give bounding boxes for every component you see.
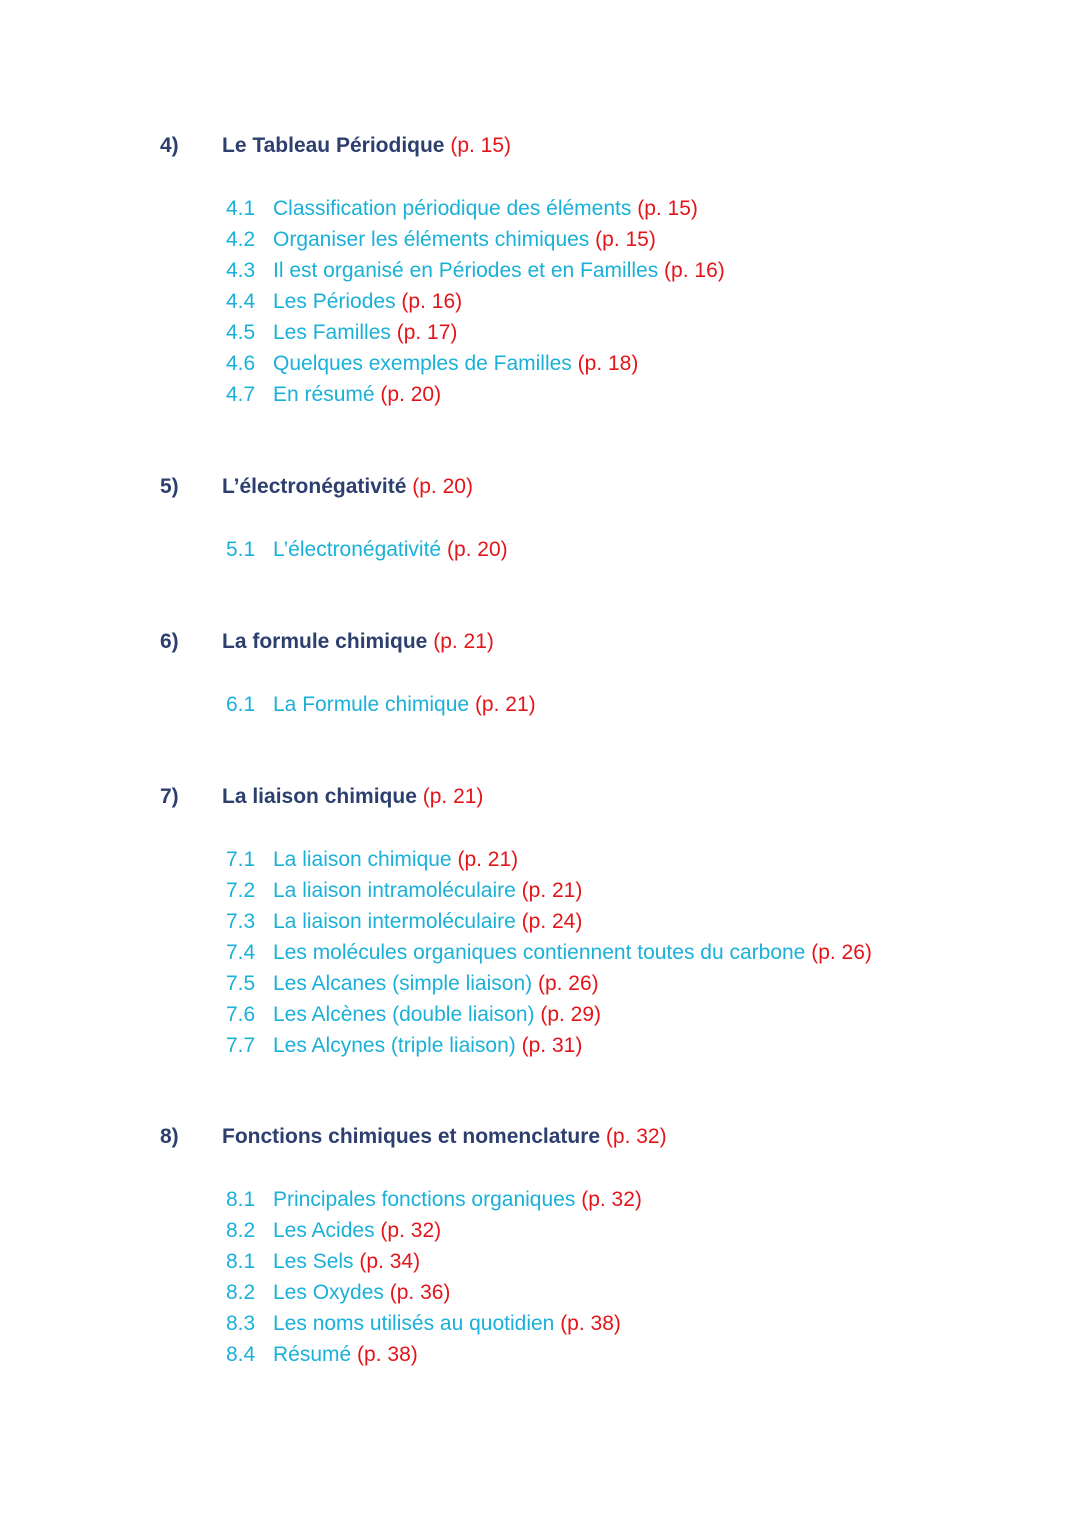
subsection-title: Les Périodes: [273, 290, 396, 313]
subsection-page-ref: (p. 32): [380, 1219, 442, 1242]
section-title-line: [222, 131, 511, 161]
subsection-page-ref: (p. 36): [389, 1281, 451, 1304]
subsection-line: [273, 379, 441, 410]
subsection-item: [0, 1246, 1080, 1277]
subsection-page-ref: (p. 26): [537, 972, 599, 995]
subsection-number: 6.1: [226, 693, 256, 716]
subsection-title: Les molécules organiques contiennent toutes du carbone: [273, 941, 806, 964]
section-number: 8): [160, 1125, 179, 1148]
subsection-list: [0, 1184, 1080, 1370]
subsection-number: 8.4: [226, 1343, 256, 1366]
subsection-item: [0, 999, 1080, 1030]
subsection-page-ref: (p. 21): [474, 693, 536, 716]
subsection-item: [0, 968, 1080, 999]
subsection-title: L’électronégativité: [273, 538, 442, 561]
section-title: La formule chimique: [222, 630, 428, 653]
section-title-line: [222, 472, 473, 502]
subsection-line: [273, 1277, 450, 1308]
subsection-title: Les noms utilisés au quotidien: [273, 1312, 555, 1335]
subsection-item: [0, 906, 1080, 937]
subsection-title: Les Sels: [273, 1250, 354, 1273]
subsection-line: [273, 534, 508, 565]
subsection-line: [273, 317, 457, 348]
subsection-item: [0, 193, 1080, 224]
subsection-line: [273, 844, 518, 875]
section-heading: [0, 472, 1080, 502]
section-number: 7): [160, 785, 179, 808]
subsection-page-ref: (p. 29): [540, 1003, 602, 1026]
subsection-number: 4.6: [226, 352, 256, 375]
subsection-item: [0, 1308, 1080, 1339]
subsection-title: La liaison intermoléculaire: [273, 910, 516, 933]
subsection-title: Les Familles: [273, 321, 391, 344]
section-title-line: [222, 782, 483, 812]
subsection-number: 8.2: [226, 1219, 256, 1242]
subsection-line: [273, 875, 582, 906]
subsection-number: 4.2: [226, 228, 256, 251]
subsection-item: [0, 317, 1080, 348]
subsection-item: [0, 689, 1080, 720]
section-title: La liaison chimique: [222, 785, 417, 808]
subsection-item: [0, 844, 1080, 875]
subsection-title: La liaison intramoléculaire: [273, 879, 516, 902]
section-number: 5): [160, 475, 179, 498]
subsection-page-ref: (p. 18): [577, 352, 639, 375]
subsection-title: Quelques exemples de Familles: [273, 352, 572, 375]
section-page-ref: (p. 32): [605, 1125, 667, 1148]
section-heading: [0, 627, 1080, 657]
subsection-page-ref: (p. 15): [637, 197, 698, 220]
subsection-number: 7.2: [226, 879, 256, 902]
subsection-line: [273, 968, 599, 999]
subsection-page-ref: (p. 20): [380, 383, 442, 406]
subsection-title: Les Acides: [273, 1219, 375, 1242]
section-title-line: [222, 1122, 667, 1152]
subsection-item: [0, 937, 1080, 968]
section-title: L’électronégativité: [222, 475, 407, 498]
subsection-page-ref: (p. 34): [359, 1250, 421, 1273]
subsection-number: 8.1: [226, 1188, 256, 1211]
subsection-page-ref: (p. 15): [595, 228, 656, 251]
subsection-item: [0, 1184, 1080, 1215]
toc-section: [0, 131, 1080, 410]
subsection-page-ref: (p. 32): [581, 1188, 642, 1211]
subsection-list: [0, 689, 1080, 720]
subsection-title: Organiser les éléments chimiques: [273, 228, 590, 251]
subsection-page-ref: (p. 38): [357, 1343, 418, 1366]
subsection-line: [273, 1339, 418, 1370]
subsection-number: 4.1: [226, 197, 256, 220]
subsection-item: [0, 1277, 1080, 1308]
subsection-line: [273, 689, 536, 720]
subsection-number: 4.3: [226, 259, 256, 282]
section-number: 6): [160, 630, 179, 653]
subsection-page-ref: (p. 31): [521, 1034, 583, 1057]
subsection-list: [0, 844, 1080, 1061]
subsection-item: [0, 534, 1080, 565]
subsection-line: [273, 286, 462, 317]
subsection-line: [273, 906, 582, 937]
subsection-page-ref: (p. 17): [396, 321, 458, 344]
subsection-number: 7.5: [226, 972, 256, 995]
subsection-line: [273, 224, 656, 255]
section-title: Le Tableau Périodique: [222, 134, 445, 157]
subsection-page-ref: (p. 38): [560, 1312, 621, 1335]
subsection-number: 8.3: [226, 1312, 256, 1335]
subsection-page-ref: (p. 21): [521, 879, 583, 902]
subsection-title: En résumé: [273, 383, 375, 406]
subsection-title: Classification périodique des éléments: [273, 197, 632, 220]
subsection-number: 8.1: [226, 1250, 256, 1273]
section-title-line: [222, 627, 494, 657]
section-heading: [0, 1122, 1080, 1152]
subsection-title: Principales fonctions organiques: [273, 1188, 576, 1211]
subsection-item: [0, 348, 1080, 379]
subsection-list: [0, 193, 1080, 410]
subsection-page-ref: (p. 24): [521, 910, 583, 933]
subsection-page-ref: (p. 16): [401, 290, 463, 313]
section-heading: [0, 782, 1080, 812]
section-page-ref: (p. 21): [422, 785, 484, 808]
subsection-item: [0, 255, 1080, 286]
section-heading: [0, 131, 1080, 161]
subsection-number: 4.7: [226, 383, 256, 406]
subsection-number: 4.4: [226, 290, 256, 313]
subsection-number: 7.1: [226, 848, 256, 871]
section-title: Fonctions chimiques et nomenclature: [222, 1125, 601, 1148]
subsection-line: [273, 255, 725, 286]
subsection-number: 5.1: [226, 538, 256, 561]
subsection-line: [273, 1030, 582, 1061]
section-page-ref: (p. 15): [450, 134, 512, 157]
subsection-line: [273, 348, 638, 379]
subsection-line: [273, 1184, 642, 1215]
subsection-line: [273, 999, 601, 1030]
subsection-item: [0, 224, 1080, 255]
subsection-title: Il est organisé en Périodes et en Familles: [273, 259, 659, 282]
subsection-title: Les Alcanes (simple liaison): [273, 972, 533, 995]
subsection-line: [273, 937, 872, 968]
subsection-number: 7.7: [226, 1034, 256, 1057]
subsection-number: 7.4: [226, 941, 256, 964]
subsection-number: 7.3: [226, 910, 256, 933]
section-number: 4): [160, 134, 179, 157]
subsection-title: Les Alcènes (double liaison): [273, 1003, 535, 1026]
toc-section: [0, 782, 1080, 1061]
subsection-item: [0, 1215, 1080, 1246]
subsection-item: [0, 286, 1080, 317]
subsection-title: La Formule chimique: [273, 693, 470, 716]
subsection-item: [0, 875, 1080, 906]
subsection-line: [273, 193, 698, 224]
subsection-page-ref: (p. 20): [446, 538, 508, 561]
subsection-title: Les Oxydes: [273, 1281, 384, 1304]
subsection-item: [0, 379, 1080, 410]
toc-section: [0, 1122, 1080, 1370]
toc-section: [0, 472, 1080, 565]
subsection-line: [273, 1308, 621, 1339]
subsection-number: 8.2: [226, 1281, 256, 1304]
subsection-line: [273, 1215, 441, 1246]
subsection-number: 7.6: [226, 1003, 256, 1026]
subsection-number: 4.5: [226, 321, 256, 344]
subsection-page-ref: (p. 26): [811, 941, 872, 964]
subsection-title: La liaison chimique: [273, 848, 452, 871]
subsection-line: [273, 1246, 420, 1277]
subsection-title: Résumé: [273, 1343, 352, 1366]
subsection-item: [0, 1339, 1080, 1370]
subsection-item: [0, 1030, 1080, 1061]
subsection-page-ref: (p. 21): [457, 848, 519, 871]
toc-section: [0, 627, 1080, 720]
subsection-title: Les Alcynes (triple liaison): [273, 1034, 516, 1057]
subsection-page-ref: (p. 16): [664, 259, 725, 282]
subsection-list: [0, 534, 1080, 565]
section-page-ref: (p. 21): [433, 630, 494, 653]
section-page-ref: (p. 20): [412, 475, 473, 498]
